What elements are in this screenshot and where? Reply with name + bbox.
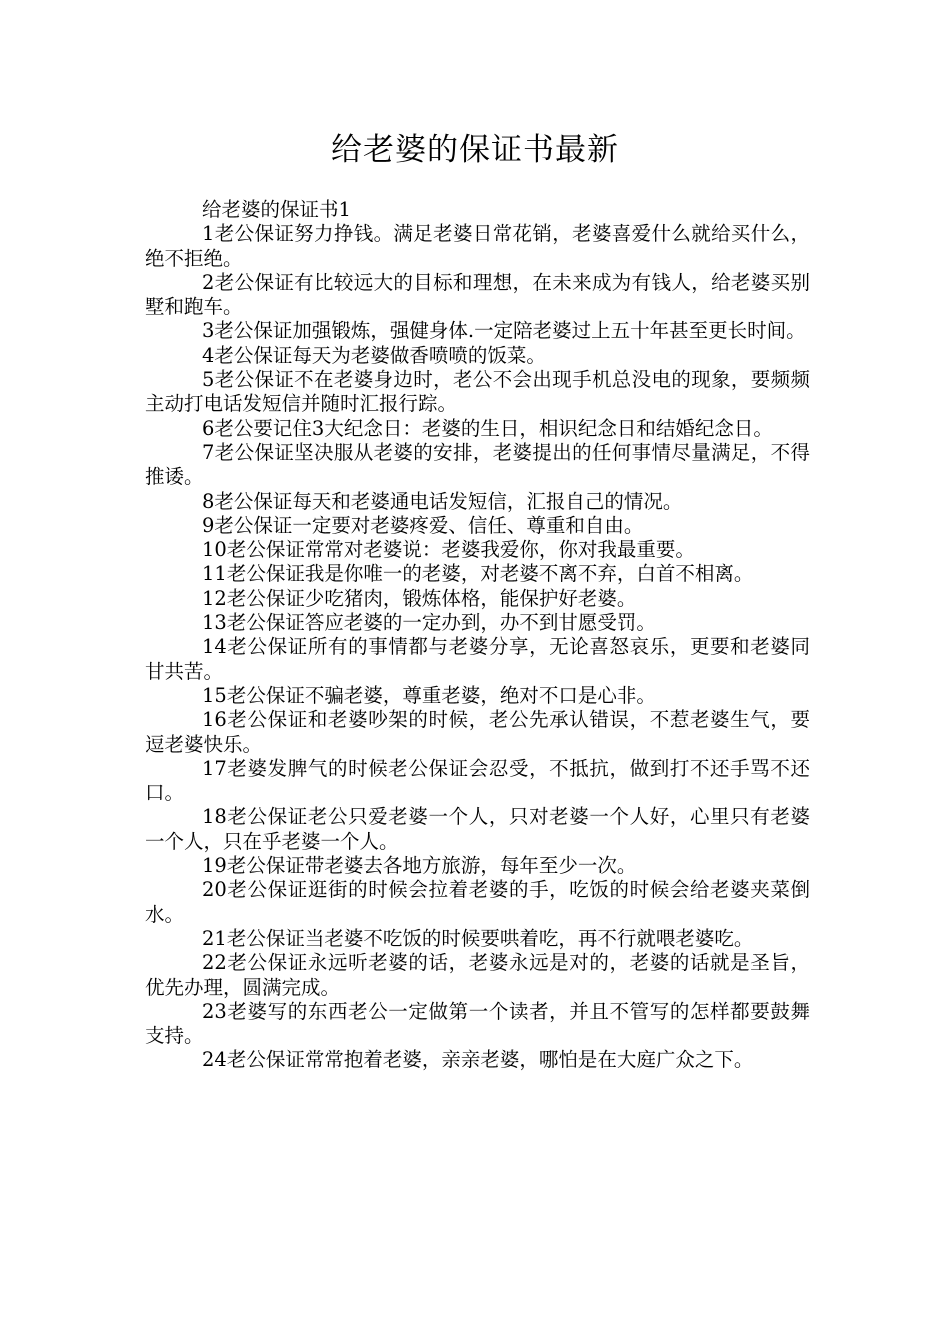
promise-item-12: 12老公保证少吃猪肉，锻炼体格，能保护好老婆。 <box>202 586 637 610</box>
document-title: 给老婆的保证书最新 <box>331 132 619 168</box>
promise-item-22: 22老公保证永远听老婆的话，老婆永远是对的，老婆的话就是圣旨，优先办理，圆满完成。 <box>145 951 810 999</box>
promise-item-21: 21老公保证当老婆不吃饭的时候要哄着吃，再不行就喂老婆吃。 <box>202 926 754 950</box>
promise-item-13: 13老公保证答应老婆的一定办到，办不到甘愿受罚。 <box>202 611 656 635</box>
promise-item-20: 20老公保证逛街的时候会拉着老婆的手，吃饭的时候会给老婆夹菜倒水。 <box>145 878 810 926</box>
promise-item-16: 16老公保证和老婆吵架的时候，老公先承认错误，不惹老婆生气，要逗老婆快乐。 <box>145 708 810 756</box>
promise-item-18: 18老公保证老公只爱老婆一个人，只对老婆一个人好，心里只有老婆一个人，只在乎老婆一个人。 <box>145 805 810 853</box>
promise-item-14: 14老公保证所有的事情都与老婆分享，无论喜怒哀乐，更要和老婆同甘共苦。 <box>145 635 810 683</box>
promise-item-17: 17老婆发脾气的时候老公保证会忍受，不抵抗，做到打不还手骂不还口。 <box>145 756 810 805</box>
promise-item-4: 4老公保证每天为老婆做香喷喷的饭菜。 <box>202 343 546 367</box>
document-body <box>145 198 810 1073</box>
promise-item-19: 19老公保证带老婆去各地方旅游，每年至少一次。 <box>202 854 637 878</box>
promise-item-23: 23老婆写的东西老公一定做第一个读者，并且不管写的怎样都要鼓舞支持。 <box>145 999 810 1048</box>
promise-item-8: 8老公保证每天和老婆通电话发短信，汇报自己的情况。 <box>202 489 683 513</box>
promise-item-9: 9老公保证一定要对老婆疼爱、信任、尊重和自由。 <box>202 513 644 537</box>
promise-item-3: 3老公保证加强锻炼，强健身体.一定陪老婆过上五十年甚至更长时间。 <box>202 319 806 343</box>
promise-item-6: 6老公要记住3大纪念日：老婆的生日，相识纪念日和结婚纪念日。 <box>202 416 773 440</box>
promise-item-7: 7老公保证坚决服从老婆的安排，老婆提出的任何事情尽量满足，不得推诿。 <box>145 440 810 489</box>
promise-item-24: 24老公保证常常抱着老婆，亲亲老婆，哪怕是在大庭广众之下。 <box>202 1048 754 1072</box>
promise-item-1: 1老公保证努力挣钱。满足老婆日常花销，老婆喜爱什么就给买什么，绝不拒绝。 <box>145 222 810 270</box>
heading-subtitle: 给老婆的保证书1 <box>202 198 351 221</box>
promise-item-10: 10老公保证常常对老婆说：老婆我爱你，你对我最重要。 <box>202 538 695 562</box>
promise-item-5: 5老公保证不在老婆身边时，老公不会出现手机总没电的现象，要频频主动打电话发短信并随时汇报行踪。 <box>145 368 810 416</box>
promise-item-15: 15老公保证不骗老婆，尊重老婆，绝对不口是心非。 <box>202 683 656 707</box>
promise-item-11: 11老公保证我是你唯一的老婆，对老婆不离不弃，白首不相离。 <box>202 562 754 586</box>
promise-item-2: 2老公保证有比较远大的目标和理想，在未来成为有钱人，给老婆买别墅和跑车。 <box>145 270 810 319</box>
